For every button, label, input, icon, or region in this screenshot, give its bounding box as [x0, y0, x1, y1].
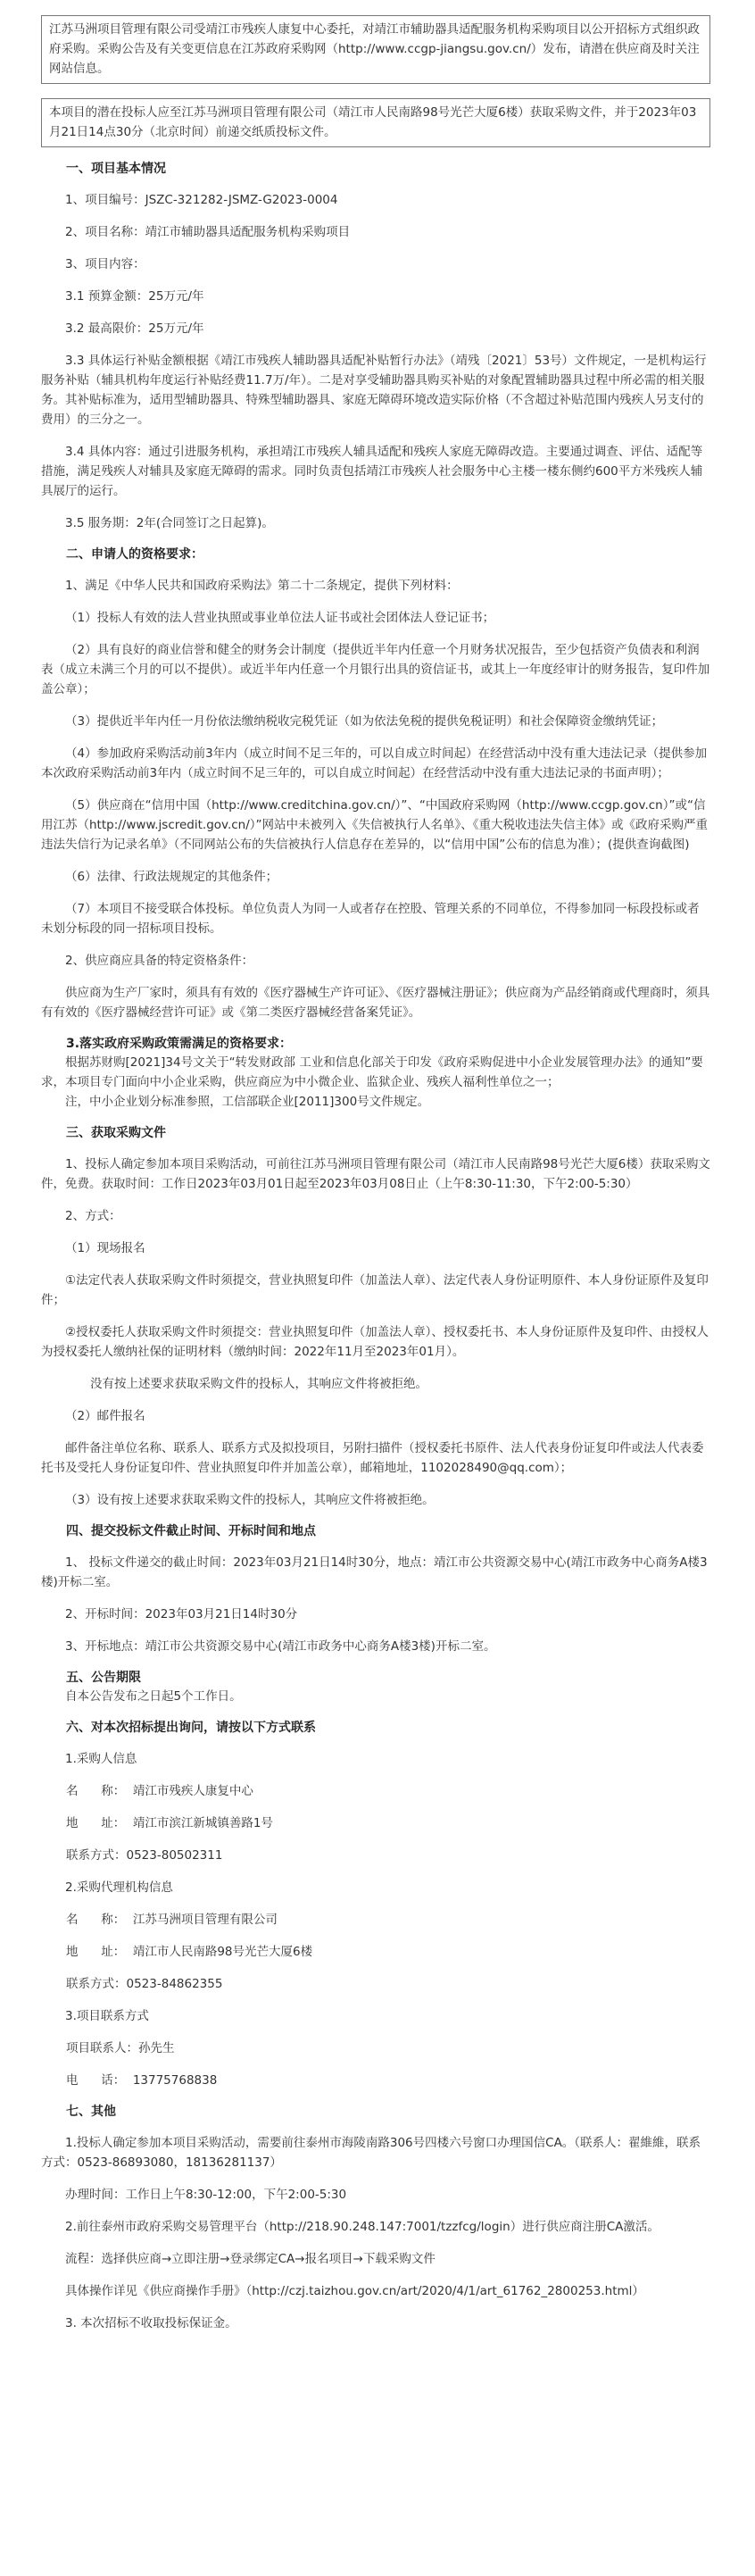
project-name: 2、项目名称：靖江市辅助器具适配服务机构采购项目: [65, 225, 351, 239]
announcement-period: 自本公告发布之日起5个工作日。: [65, 1689, 242, 1704]
obtain-docs-item: （3）设有按上述要求获取采购文件的投标人，其响应文件将被拒绝。: [65, 1493, 435, 1507]
announcement-page: [0, 15, 755, 2576]
qualification-item: （4）参加政府采购活动前3年内（成立时间不足三年的，可以自成立时间起）在经营活动中没有重大违法记录（提供参加本次政府采购活动前3年内（成立时间不足三年的，可以自成立时间起）在经营活动中没有重大违法记录的书面声明）；: [41, 746, 708, 780]
specific-content: 3.4 具体内容：通过引进服务机构，承担靖江市残疾人辅具适配和残疾人家庭无障碍改造。主要通过调查、评估、适配等措施，满足残疾人对辅具及家庭无障碍的需求。同时负责包括靖江市残疾人社会服务中心主楼一楼东侧约600平方米残疾人辅具展厅的运行。: [41, 445, 703, 498]
section-policy-heading: 3.落实政府采购政策需满足的资格要求：: [66, 1037, 293, 1051]
deadline-item: 1、 投标文件递交的截止时间：2023年03月21日14时30分，地点：靖江市公共资源交易中心(靖江市政务中心商务A楼3楼)开标二室。: [41, 1555, 708, 1589]
agency-info-label: 2.采购代理机构信息: [65, 1880, 173, 1895]
obtain-docs-item: ②授权委托人获取采购文件时须提交：营业执照复印件（加盖法人章）、授权委托书、本人身份证原件及复印件、由授权人为授权委托人缴纳社保的证明材料（缴纳时间：2022年11月至2023年01月）。: [41, 1325, 709, 1359]
qualification-item: （3）提供近半年内任一月份依法缴纳税收完税凭证（如为依法免税的提供免税证明）和社会保障资金缴纳凭证；: [65, 714, 664, 729]
section-contact-heading: 六、对本次招标提出询问，请按以下方式联系: [66, 1721, 316, 1735]
deadline-item: 2、开标时间：2023年03月21日14时30分: [65, 1607, 298, 1621]
section-qualification-heading: 二、申请人的资格要求：: [66, 547, 203, 562]
deadline-item: 3、开标地点：靖江市公共资源交易中心(靖江市政务中心商务A楼3楼)开标二室。: [65, 1639, 496, 1654]
project-content-label: 3、项目内容：: [65, 257, 145, 271]
obtain-docs-item: 邮件备注单位名称、联系人、联系方式及拟投项目，另附扫描件（授权委托书原件、法人代表身份证复印件或法人代表委托书及受托人身份证复印件、营业执照复印件并加盖公章），邮箱地址，1102028490@qq.com）；: [41, 1441, 704, 1475]
policy-note: 注，中小企业划分标准参照，工信部联企业[2011]300号文件规定。: [65, 1095, 430, 1109]
obtain-docs-item: 没有按上述要求获取采购文件的投标人，其响应文件将被拒绝。: [90, 1377, 427, 1391]
project-contact-person: 项目联系人：孙先生: [66, 2041, 175, 2055]
section-other-heading: 七、其他: [66, 2105, 116, 2119]
qualification-item: （5）供应商在“信用中国（http://www.creditchina.gov.cn/）”、“中国政府采购网（http://www.ccgp.gov.cn）”或“信用江苏（http://www.jscredit.gov.cn/）”网站中未被列入《失信被执行人名单》、《重大税收违法失信主体》或《政府采购严重违法失信行为记录名单》（不同网站公布的失信被执行人信息存在差异的，以“信用中国”公布的信息为准）；(提供查询截图): [41, 798, 709, 852]
intro-notice-box: 江苏马洲项目管理有限公司受靖江市残疾人康复中心委托，对靖江市辅助器具适配服务机构采购项目以公开招标方式组织政府采购。采购公告及有关变更信息在江苏政府采购网（http://www.ccgp-jiangsu.gov.cn/）发布，请潜在供应商及时关注网站信息。: [41, 15, 710, 84]
policy-text: 根据苏财购[2021]34号文关于“转发财政部 工业和信息化部关于印发《政府采购促进中小企业发展管理办法》的通知”要求，本项目专门面向中小企业采购，供应商应为中小微企业、监狱企业、残疾人福利性单位之一；: [41, 1055, 703, 1089]
other-item: 具体操作详见《供应商操作手册》（http://czj.taizhou.gov.cn/art/2020/4/1/art_61762_2800253.html）: [65, 2284, 644, 2298]
qualification-item: （6）法律、行政法规规定的其他条件；: [65, 870, 278, 884]
purchaser-name: 名 称： 靖江市残疾人康复中心: [66, 1784, 253, 1798]
purchaser-phone: 联系方式：0523-80502311: [66, 1848, 223, 1863]
project-contact-label: 3.项目联系方式: [65, 2009, 149, 2023]
purchaser-address: 地 址： 靖江市滨江新城镇善路1号: [66, 1816, 273, 1830]
section-obtain-docs-heading: 三、获取采购文件: [66, 1126, 166, 1140]
purchaser-info-label: 1.采购人信息: [65, 1752, 137, 1766]
other-item: 2.前往泰州市政府采购交易管理平台（http://218.90.248.147:7001/tzzfcg/login）进行供应商注册CA激活。: [65, 2220, 660, 2234]
obtain-docs-item: 1、投标人确定参加本项目采购活动，可前往江苏马洲项目管理有限公司（靖江市人民南路98号光芒大厦6楼）获取采购文件，免费。获取时间：工作日2023年03月01日起至2023年03月08日止（上午8:30-11:30，下午2:00-5:30）: [41, 1157, 710, 1191]
other-item: 1.投标人确定参加本项目采购活动，需要前往泰州市海陵南路306号四楼六号窗口办理国信CA。（联系人：翟維維，联系方式：0523-86893080，18136281137）: [41, 2136, 701, 2170]
max-price: 3.2 最高限价：25万元/年: [65, 321, 204, 336]
subsidy-details: 3.3 具体运行补贴金额根据《靖江市残疾人辅助器具适配补贴暂行办法》（靖残〔2021〕53号）文件规定，一是机构运行服务补贴（辅具机构年度运行补贴经费11.7万/年）。二是对享受辅助器具购买补贴的对象配置辅助器具过程中所必需的相关服务。其补贴标准为，适用型辅助器具、特殊型辅助器具、家庭无障碍环境改造实际价格（不含超过补贴范围内残疾人另支付的费用）的三分之一。: [41, 354, 707, 427]
project-number: 1、项目编号：JSZC-321282-JSMZ-G2023-0004: [65, 193, 338, 207]
document-acquisition-notice-box: 本项目的潜在投标人应至江苏马洲项目管理有限公司（靖江市人民南路98号光芒大厦6楼）获取采购文件，并于2023年03月21日14点30分（北京时间）前递交纸质投标文件。: [41, 98, 710, 147]
budget-amount: 3.1 预算金额：25万元/年: [65, 289, 204, 304]
qualification-item: （7）本项目不接受联合体投标。单位负责人为同一人或者存在控股、管理关系的不同单位，不得参加同一标段投标或者未划分标段的同一招标项目投标。: [41, 902, 700, 936]
section-period-heading: 五、公告期限: [66, 1671, 141, 1685]
obtain-docs-item: ①法定代表人获取采购文件时须提交，营业执照复印件（加盖法人章）、法定代表人身份证明原件、本人身份证原件及复印件；: [41, 1273, 709, 1307]
service-period: 3.5 服务期：2年(合同签订之日起算)。: [65, 516, 274, 530]
obtain-docs-item: （1）现场报名: [65, 1241, 145, 1255]
section-basic-info-heading: 一、项目基本情况: [66, 162, 166, 176]
qualification-item: 供应商为生产厂家时，须具有有效的《医疗器械生产许可证》、《医疗器械注册证》；供应商为产品经销商或代理商时，须具有有效的《医疗器械经营许可证》或《第二类医疗器械经营备案凭证》。: [41, 986, 710, 1020]
qualification-item: （1）投标人有效的法人营业执照或事业单位法人证书或社会团体法人登记证书；: [65, 611, 495, 625]
project-contact-phone: 电 话： 13775768838: [66, 2073, 218, 2088]
obtain-docs-item: 2、方式：: [65, 1209, 121, 1223]
qualification-item: 2、供应商应具备的特定资格条件：: [65, 954, 254, 968]
qualification-item: 1、满足《中华人民共和国政府采购法》第二十二条规定，提供下列材料：: [65, 579, 459, 593]
other-item: 3. 本次招标不收取投标保证金。: [65, 2316, 237, 2330]
agency-name: 名 称： 江苏马洲项目管理有限公司: [66, 1913, 278, 1927]
other-item: 流程：选择供应商→立即注册→登录绑定CA→报名项目→下载采购文件: [65, 2252, 436, 2266]
obtain-docs-item: （2）邮件报名: [65, 1409, 145, 1423]
agency-phone: 联系方式：0523-84862355: [66, 1977, 223, 1991]
qualification-item: （2）具有良好的商业信誉和健全的财务会计制度（提供近半年内任意一个月财务状况报告，至少包括资产负债表和利润表（成立未满三个月的可以不提供）。或近半年内任意一个月银行出具的资信证书，或其上一年度经审计的财务报告，复印件加盖公章）；: [41, 643, 710, 696]
agency-address: 地 址： 靖江市人民南路98号光芒大厦6楼: [66, 1945, 313, 1959]
section-deadline-heading: 四、提交投标文件截止时间、开标时间和地点: [66, 1524, 316, 1538]
other-item: 办理时间：工作日上午8:30-12:00，下午2:00-5:30: [65, 2188, 347, 2202]
